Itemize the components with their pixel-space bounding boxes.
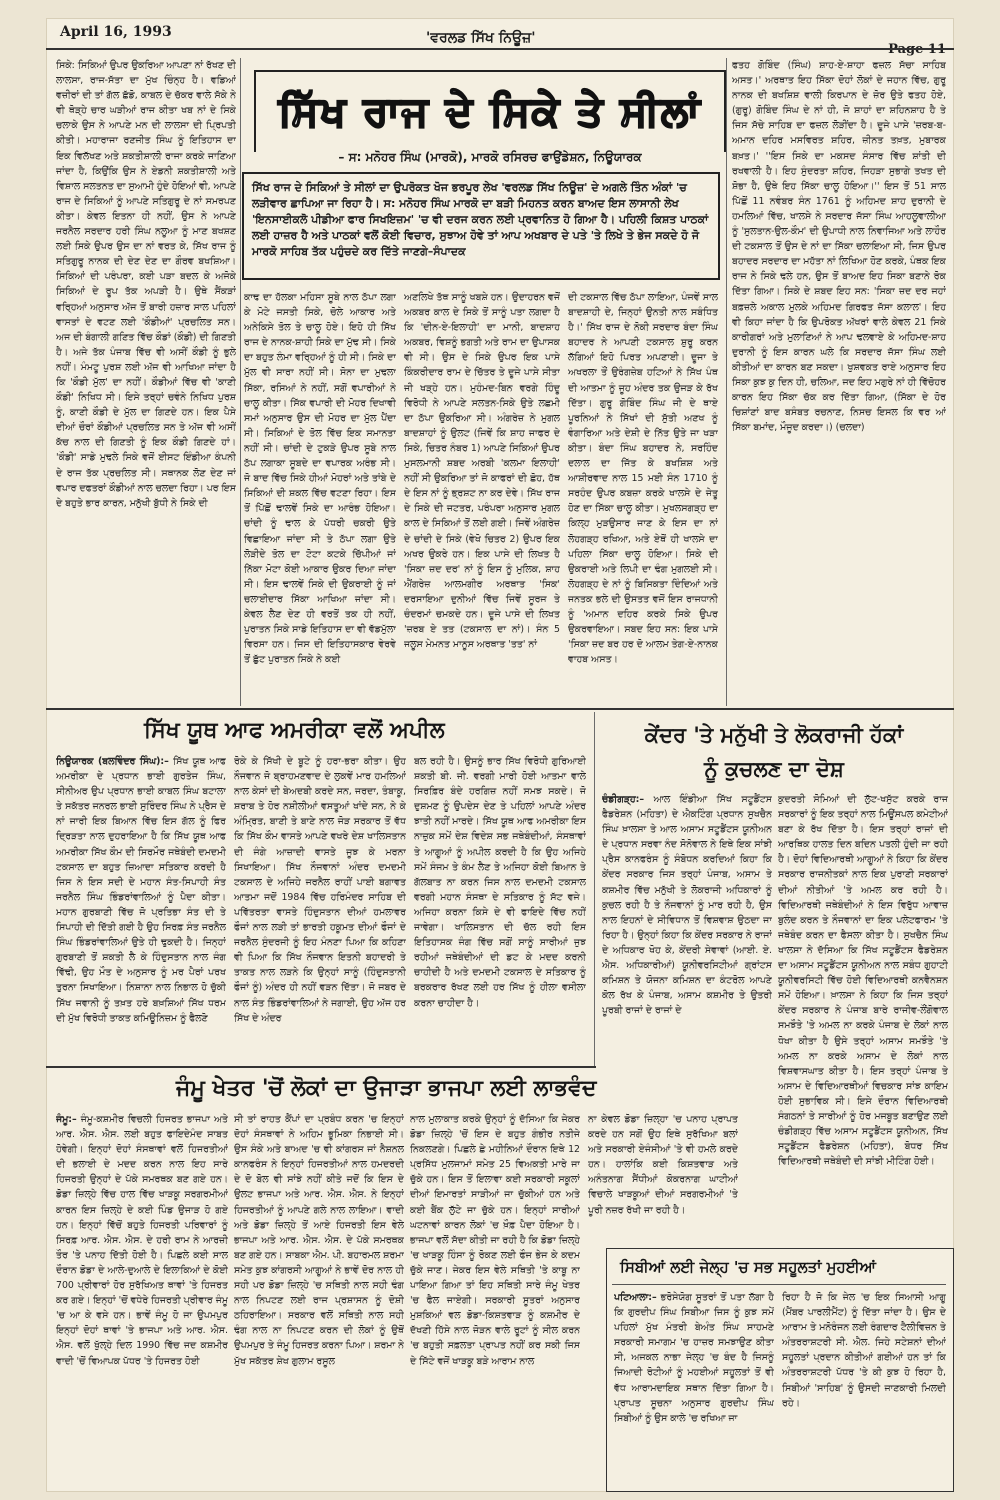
section-rule <box>46 1066 596 1068</box>
appeal-col-2: ਰੋਕੇ ਕੇ ਸਿੱਖੀ ਦੇ ਬੂਟੇ ਨੂੰ ਹਰਾ-ਭਰਾ ਕੀਤਾ। ਉਹ ਨੌਜਵਾਨ ਜੋ ਬ੍ਰਾਹਮਣਵਾਦ ਦੇ ਲੁਕਵੇਂ ਮਾਰ ਹਮਲਿਆਂ ਨਾਲ ਕੇਸਾਂ ਦੀ ਬੇਅਦਬੀ ਕਰਦੇ ਸਨ, ਜਰਦਾ, ਤੰਬਾਕੂ, ਸ਼ਰਾਬ ਤੇ ਹੋਰ ਨਸ਼ੀਲੀਆਂ ਵਸਤੂਆਂ ਖਾਂਦੇ ਸਨ, ਨੇ ਕੇ ਅੰਮ੍ਰਿਤ, ਬਾਣੀ ਤੇ ਬਾਣੇ ਨਾਲ ਜੋੜ ਸਰਕਾਰ ਤੋਂ ਵੱਧ ਕਿ ਸਿੱਖ ਕੌਮ ਵਾਸਤੇ ਆਪਣੇ ਵਖਰੇ ਦੇਸ਼ ਖਾਲਿਸਤਾਨ ਦੀ ਜੰਗੇ ਆਜ਼ਾਦੀ ਵਾਸਤੇ ਜੂਝ ਕੇ ਮਰਨਾ ਸਿਖਾਇਆ। ਸਿੱਖ ਨੌਜਵਾਨਾਂ ਅੰਦਰ ਦਮਦਮੀ ਟਕਸਾਲ ਦੇ ਅਜਿਹੇ ਜਰਨੈਲ ਰਾਹੀਂ ਪਾਈ ਬਗਾਵਤ ਆਤਮਾ ਜਦੋਂ 1984 ਵਿੱਚ ਹਰਿਮੰਦਰ ਸਾਹਿਬ ਦੀ ਪਵਿੱਤਰਤਾ ਵਾਸਤੇ ਹਿੰਦੁਸਤਾਨ ਦੀਆਂ ਹਮਲਾਵਰ ਫੌਜਾਂ ਨਾਲ ਲੜੀ ਤਾਂ ਭਾਰਤੀ ਹਕੂਮਤ ਦੀਆਂ ਫੌਜਾਂ ਦੇ ਜਰਨੈਲ ਸੁੰਦਰਜੀ ਨੂੰ ਇਹ ਮੰਨਣਾ ਪਿਆ ਕਿ ਕਹਿਣਾ ਵੀ ਪਿਆ ਕਿ ਸਿੱਖ ਨੌਜਵਾਨ ਇਤਨੀ ਬਹਾਦਰੀ ਤੇ ਤਾਕਤ ਨਾਲ ਲੜਨੇ ਕਿ ਉਨ੍ਹਾਂ ਸਾਨੂੰ (ਹਿੰਦੁਸਤਾਨੀ ਫੌਜਾਂ ਨੂੰ) ਅੰਦਰ ਹੀ ਨਹੀਂ ਵੜਨ ਦਿੱਤਾ। ਜੋ ਜਬਰ ਦੇ ਨਾਲ ਸੰਤ ਭਿੰਡਰਾਂਵਾਲਿਆਂ ਨੇ ਜਗਾਈ, ਉਹ ਅੱਜ ਹਰ ਸਿੱਖ ਦੇ ਅੰਦਰ <box>234 756 406 1024</box>
section-rule <box>46 708 954 710</box>
main-col-4: ਦੀ ਟਕਸਾਲ ਵਿੱਚ ਠੱਪਾ ਲਾਇਆ, ਪੰਜਵੇਂ ਸਾਲ ਬਾਦਸ਼ਾਹੀ ਦੇ, ਜਿਨ੍ਹਾਂ ਉਨਤੀ ਨਾਲ ਸਬੰਧਿਤ ਹੈ।' ਸਿੱਖ ਰਾਜ ਦੇ ਨੋਕੀ ਸਰਦਾਰ ਬੰਦਾ ਸਿੰਘ ਬਹਾਦਰ ਨੇ ਆਪਣੀ ਟਕਸਾਲ ਸ਼ੁਰੂ ਕਰਨ ਲੱਗਿਆਂ ਇਹੋ ਪਿਰਤ ਅਪਣਾਈ। ਦੂਜਾ ਤੇ ਅਖਰਲਾ ਤੌਂ ਉਰੰਗਜ਼ੇਬ ਹਟਿਆਂ ਨੇ ਸਿੱਖ ਪੰਥ ਦੀ ਆਤਮਾ ਨੂੰ ਜੂਹ ਅੰਦਰ ਤਕ ਉਜੜ ਕੇ ਰੱਖ ਦਿੱਤਾ। ਗੁਰੂ ਗੋਬਿੰਦ ਸਿੰਘ ਜੀ ਦੇ ਥਾਏ ਪੂਰਨਿਆਂ ਨੇ ਸਿੱਖਾਂ ਦੀ ਸੁੱਤੀ ਅਣਖ ਨੂੰ ਵੰਗਾਰਿਆ ਅਤੇ ਦੇਸ਼ੀ ਦੇ ਨਿੱਤ ਉਤੇ ਜਾ ਖੜਾ ਕੀਤਾ। ਬੰਦਾ ਸਿੰਘ ਬਹਾਦਰ ਨੇ, ਸਰਹਿੰਦ ਦਲਾਲ ਦਾ ਜਿੱਤ ਕੇ ਬਖਸ਼ਿਸ਼ ਅਤੇ ਆਸ਼ੀਰਵਾਦ ਨਾਲ 15 ਮਈ ਸੰਨ 1710 ਨੂੰ ਸਰਹੰਦ ਉਪਰ ਕਬਜ਼ਾ ਕਰਕੇ ਖਾਲਸੇ ਦੇ ਜੇਤੂ ਹੋਣ ਦਾ ਸਿੱਕਾ ਚਾਲੂ ਕੀਤਾ। ਮੁਖਲਸਗੜ੍ਹ ਦਾ ਕਿਲ੍ਹ ਮੁੜਉਸਾਰ ਜਾਣ ਕੇ ਇਸ ਦਾ ਨਾਂ ਲੋਹਗੜ੍ਹ ਰਖਿਆ, ਅਤੇ ਏਥੋਂ ਹੀ ਖਾਲਸੇ ਦਾ ਪਹਿਲਾ ਸਿੱਕਾ ਚਾਲੂ ਹੋਇਆ। ਸਿਕੇ ਦੀ ਉਕਰਾਈ ਅਤੇ ਲਿਪੀ ਦਾ ਢੰਗ ਮੁਗਲਈ ਸੀ। ਲੋਹਗੜ੍ਹ ਦੇ ਨਾਂ ਨੂੰ ਬਿਸਿਕਤਾ ਦਿੰਦਿਆਂ ਅਤੇ ਜਨਤਕ ਭਲੇ ਦੀ ਉਸਤਤ ਵਜੋਂ ਇਸ ਰਾਜਧਾਨੀ ਨੂੰ 'ਅਮਾਨ ਦਹਿਰ ਕਰਕੇ ਸਿਕੇ ਉਪਰ ਉਕਰਵਾਇਆ। ਸਬਦ ਇਹ ਸਨ: ਇਕ ਪਾਸੇ 'ਸਿਕਾ ਜ਼ਦ ਬਰ ਹਰ ਦੋ ਆਲਮ ਤੇਗ-ਏ-ਨਾਨਕ ਵਾਹਬ ਅਸਤ। <box>568 292 718 666</box>
appeal-col-3: ਬਲ ਰਹੀ ਹੈ। ਉਸਨੂੰ ਭਾਰ ਸਿੱਖ ਵਿਰੋਧੀ ਗੁਰਿਆਈ ਸ਼ਕਤੀ ਬੀ. ਜੀ. ਵਰਗੀ ਮਾਰੀ ਹੋਈ ਆਤਮਾ ਵਾਲੇ ਸਿਰਫ਼ਿਰ ਬੰਦੇ ਹਰਗਿਜ਼ ਨਹੀਂ ਸਮਝ ਸਕਦੇ। ਜੋ ਦੁਸ਼ਮਣ ਨੂੰ ਉਪਦੇਸ ਦੇਣ ਤੇ ਪਹਿਲਾਂ ਆਪਣੇ ਅੰਦਰ ਝਾਤੀ ਨਹੀਂ ਮਾਰਦੇ। ਸਿੱਖ ਯੂਥ ਆਫ ਅਮਰੀਕਾ ਇਸ ਨਾਜ਼ੁਕ ਸਮੇਂ ਦੇਸ਼ ਵਿਦੇਸ਼ ਸਭ ਜਥੇਬੰਦੀਆਂ, ਸੰਸਥਾਵਾਂ ਤੇ ਆਗੂਆਂ ਨੂੰ ਅਪੀਲ ਕਰਦੀ ਹੈ ਕਿ ਉਹ ਅਜਿਹੇ ਸਮੇਂ ਸੰਜਮ ਤੇ ਕੰਮ ਲੈਣ ਤੇ ਅਜਿਹਾ ਕੋਈ ਬਿਆਨ ਤੇ ਗੱਲਬਾਤ ਨਾ ਕਰਨ ਜਿਸ ਨਾਲ ਦਮਦਮੀ ਟਕਸਾਲ ਵਰਗੀ ਮਹਾਨ ਸੰਸਥਾ ਦੇ ਸਤਿਕਾਰ ਨੂੰ ਸੱਟ ਵਜੇ। ਅਜਿਹਾ ਕਰਨਾ ਕਿਸੇ ਦੇ ਵੀ ਫਾਇਦੇ ਵਿੱਚ ਨਹੀਂ ਜਾਵੇਗਾ। ਖਾਲਿਸਤਾਨ ਦੀ ਚੱਲ ਰਹੀ ਇਸ ਇਤਿਹਾਸਕ ਜੰਗ ਵਿੱਚ ਸਗੋਂ ਸਾਨੂੰ ਸਾਰੀਆਂ ਜੁਝ ਰਹੀਆਂ ਜਥੇਬੰਦੀਆਂ ਦੀ ਡਟ ਕੇ ਮਦਦ ਕਰਨੀ ਚਾਹੀਦੀ ਹੈ ਅਤੇ ਦਮਦਮੀ ਟਕਸਾਲ ਦੇ ਸਤਿਕਾਰ ਨੂੰ ਬਰਕਰਾਰ ਰੱਖਣ ਲਈ ਹਰ ਸਿੱਖ ਨੂੰ ਹੀਲਾ ਵਸੀਲਾ ਕਰਨਾ ਚਾਹੀਦਾ ਹੈ। <box>414 756 586 1009</box>
box-rule <box>612 1284 946 1285</box>
appeal-col-1-text: ਸਿੱਖ ਯੂਥ ਆਫ ਅਮਰੀਕਾ ਦੇ ਪ੍ਰਧਾਨ ਭਾਈ ਗੁਰਤੇਜ ਸਿੰਘ, ਸੀਨੀਅਰ ਉਪ ਪ੍ਰਧਾਨ ਭਾਈ ਕਾਬਲ ਸਿੰਘ ਬਟਾਲਾ ਤੇ ਸਕੱਤਰ ਜਨਰਲ ਭਾਈ ਸੁਰਿੰਦਰ ਸਿੰਘ ਨੇ ਪ੍ਰੈਸ ਦੇ ਨਾਂ ਜਾਰੀ ਇਕ ਬਿਆਨ ਵਿੱਚ ਇਸ ਗੱਲ ਨੂੰ ਫਿਰ ਦ੍ਰਿੜਤਾ ਨਾਲ ਦੁਹਰਾਇਆ ਹੈ ਕਿ ਸਿੱਖ ਯੂਥ ਆਫ ਅਮਰੀਕਾ ਸਿੱਖ ਕੌਮ ਦੀ ਸਿਰਮੌਰ ਜਥੇਬੰਦੀ ਦਮਦਮੀ ਟਕਸਾਲ ਦਾ ਬਹੁਤ ਜ਼ਿਆਦਾ ਸਤਿਕਾਰ ਕਰਦੀ ਹੈ ਜਿਸ ਨੇ ਇਸ ਸਦੀ ਦੇ ਮਹਾਨ ਸੰਤ-ਸਿਪਾਹੀ ਸੰਤ ਜਰਨੈਲ ਸਿੰਘ ਭਿੰਡਰਾਂਵਾਲਿਆਂ ਨੂੰ ਪੈਦਾ ਕੀਤਾ। ਮਹਾਨ ਗੁਰਬਾਣੀ ਵਿੱਚ ਜੋ ਪ੍ਰਤਿਭਾ ਸੰਤ ਦੀ ਤੇ ਸਿਪਾਹੀ ਦੀ ਦਿੱਤੀ ਗਈ ਹੈ ਉਹ ਸਿਰਫ਼ ਸੰਤ ਜਰਨੈਲ ਸਿੰਘ ਭਿੰਡਰਾਂਵਾਲਿਆਂ ਉਤੇ ਹੀ ਢੁਕਦੀ ਹੈ। ਜਿਨ੍ਹਾਂ ਗੁਰਬਾਣੀ ਤੋਂ ਸ਼ਕਤੀ ਲੈ ਕੇ ਹਿੰਦੁਸਤਾਨ ਨਾਲ ਜੰਗ ਵਿੱਢੀ, ਉਹ ਮੌਤ ਦੇ ਅਨੁਸਾਰ ਨੂੰ ਮਰ ਪੈਰਾਂ ਪਰਖ ਤੁਰਨਾ ਸਿਖਾਇਆ। ਨਿਸ਼ਾਨਾ ਨਾਲ ਨਿਭਾਲ ਹੋ ਚੁੱਕੀ ਸਿੱਖ ਜਵਾਨੀ ਨੂੰ ਤਖ਼ਤ ਹਰੇ ਬਖ਼ਸ਼ਿਆਂ ਸਿੱਖ ਧਰਮ ਦੀ ਮੁੱਖ ਵਿਰੋਧੀ ਤਾਕਤ ਕਮਿਊਨਿਜ਼ਮ ਨੂੰ ਫੈਲਣੋ <box>56 756 226 1024</box>
jail-col-1-text: ਭਰੋਸੇਯੋਗ ਸੂਤਰਾਂ ਤੋਂ ਪਤਾ ਲੱਗਾ ਹੈ ਕਿ ਗੁਰਦੀਪ ਸਿੰਘ ਸਿਬੀਆ ਜਿਸ ਨੂੰ ਕੁਝ ਸਮੇਂ ਪਹਿਲਾਂ ਮੁੱਖ ਮੰਤਰੀ ਬੇਅੰਤ ਸਿੰਘ ਸਾਹਮਣੇ ਸਰਕਾਰੀ ਸਮਾਗਮ 'ਚ ਹਾਜ਼ਰ ਸਮਝਾਉਣ ਕੀਤਾ ਸੀ, ਅਜਕਲ ਨਾਭਾ ਜੇਲ੍ਹ 'ਚ ਬੰਦ ਹੈ ਜਿਸਨੂੰ ਜਿਆਦੀ ਰੋਟੀਆਂ ਨੂੰ ਮਹਈਆਂ ਸਹੂਲਤਾਂ ਤੋਂ ਵੀ ਵੱਧ ਆਰਾਮਦਾਇਕ ਸਥਾਨ ਦਿੱਤਾ ਗਿਆ ਹੈ। ਪ੍ਰਾਪਤ ਸੂਚਨਾ ਅਨੁਸਾਰ ਗੁਰਦੀਪ ਸਿੰਘ ਸਿਬੀਆਂ ਨੂੰ ਉਸ ਕਾਲੇ 'ਚ ਰਖਿਆ ਜਾ <box>614 1292 774 1424</box>
header-rule <box>46 48 954 50</box>
main-intro-box: ਸਿੱਖ ਰਾਜ ਦੇ ਸਿਕਿਆਂ ਤੇ ਸੀਲਾਂ ਦਾ ਉਪਰੋਕਤ ਖੋਜ ਭਰਪੂਰ ਲੇਖ 'ਵਰਲਡ ਸਿੱਖ ਨਿਊਜ਼' ਦੇ ਅਗਲੇ ਤਿੰਨ ਅੰਕਾਂ 'ਚ ਲੜੀਵਾਰ ਛਾਪਿਆ ਜਾ ਰਿਹਾ ਹੈ। ਸ: ਮਨੋਹਰ ਸਿੰਘ ਮਾਰਕੋ ਦਾ ਬੜੀ ਮਿਹਨਤ ਕਰਨ ਬਾਅਦ ਇਸ ਲਾਸਾਨੀ ਲੇਖ 'ਇਨਸਾਈਕਲੋ ਪੀਡੀਆ ਫਾਰ ਸਿਖਇਜ਼ਮ' 'ਚ ਵੀ ਦਰਜ ਕਰਨ ਲਈ ਪ੍ਰਵਾਨਿਤ ਹੋ ਗਿਆ ਹੈ। ਪਹਿਲੀ ਕਿਸ਼ਤ ਪਾਠਕਾਂ ਲਈ ਹਾਜ਼ਰ ਹੈ ਅਤੇ ਪਾਠਕਾਂ ਵਲੋਂ ਕੋਈ ਵਿਚਾਰ, ਸੁਝਾਅ ਹੋਵੇ ਤਾਂ ਆਪ ਅਖਬਾਰ ਦੇ ਪਤੇ 'ਤੇ ਲਿਖੇ ਤੇ ਭੇਜ ਸਕਦੇ ਹੋ ਜੋ ਮਾਰਕੋ ਸਾਹਿਬ ਤੱਕ ਪਹੁੰਚਦੇ ਕਰ ਦਿੱਤੇ ਜਾਣਗੇ–ਸੰਪਾਦਕ <box>242 172 720 280</box>
main-col-5: ਫਤਹ ਗੋਬਿੰਦ (ਸਿੰਘ) ਸ਼ਾਹ-ਏ-ਸ਼ਾਹਾ ਫਜ਼ਲ ਸੱਚਾ ਸਾਹਿਬ ਅਸਤ।' ਅਰਥਾਤ ਇਹ ਸਿੱਕਾ ਦੋਹਾਂ ਲੋਕਾਂ ਦੇ ਜਹਾਨ ਵਿੱਚ, ਗੁਰੂ ਨਾਨਕ ਦੀ ਬਖਸ਼ਿਸ਼ ਵਾਲੀ ਕਿਰਪਾਨ ਦੇ ਜ਼ੋਰ ਉਤੇ ਫਤਹ ਹੋਏ, (ਗੁਰੂ) ਗੋਬਿੰਦ ਸਿੰਘ ਦੇ ਨਾਂ ਹੀ, ਜੋ ਸ਼ਾਹਾਂ ਦਾ ਸ਼ਹਿਨਸ਼ਾਹ ਹੈ ਤੇ ਜਿਸ ਸੱਚੇ ਸਾਹਿਬ ਦਾ ਫਜ਼ਲ ਲੋੜੀਂਦਾ ਹੈ। ਦੂਜੇ ਪਾਸੇ 'ਜ਼ਰਬ-ਬ-ਅਮਾਨ ਦਹਿਰ ਮਸਵਿਰਤ ਸ਼ਹਿਰ, ਜ਼ੀਨਤ ਤਖ਼ਤ, ਮੁਬਾਰਕ ਬਖ਼ਤ।' ''ਇਸ ਸਿਕੇ ਦਾ ਮਕਸਦ ਸੰਸਾਰ ਵਿੱਚ ਸ਼ਾਂਤੀ ਦੀ ਰਖਵਾਲੀ ਹੈ। ਇਹ ਸੁੰਦਰਤਾ ਸ਼ਹਿਰ, ਜਿਹੜਾ ਸੁਭਾਗੇ ਤਖਤ ਦੀ ਸ਼ੋਭਾ ਹੈ, ਉਥੇ ਇਹ ਸਿੱਕਾ ਚਾਲੂ ਹੋਇਆ।'' ਇਸ ਤੋਂ 51 ਸਾਲ ਪਿੱਛੋਂ 11 ਨਵੰਬਰ ਸੰਨ 1761 ਨੂੰ ਅਹਿਮਦ ਸ਼ਾਹ ਦੁਰਾਨੀ ਦੇ ਹਮਲਿਆਂ ਵਿੱਚ, ਖਾਲਸੇ ਨੇ ਸਰਦਾਰ ਜੱਸਾ ਸਿੰਘ ਆਹਲੂਵਾਲੀਆ ਨੂੰ 'ਸੁਲਤਾਨ-ਉਲ-ਕੌਮ' ਦੀ ਉਪਾਧੀ ਨਾਲ ਨਿਵਾਜਿਆ ਅਤੇ ਲਾਹੌਰ ਦੀ ਟਕਸਾਲ ਤੋਂ ਉਸ ਦੇ ਨਾਂ ਦਾ ਸਿੱਕਾ ਚਲਾਇਆ ਸੀ, ਜਿਸ ਉਪਰ ਬਹਾਦਰ ਸਰਦਾਰ ਦਾ ਮਹੱਤਾ ਨਾਂ ਲਿਖਿਆ ਹੋਣ ਕਰਕੇ, ਪੰਥਕ ਇਕ ਰਾਜ ਨੇ ਸਿਕੇ ਢਲੇ ਹਨ, ਉਸ ਤੋਂ ਬਾਅਦ ਇਹ ਸਿਕਾ ਬਣਾਨੇ ਰੋਕ ਦਿੱਤਾ ਗਿਆ। ਸਿਕੇ ਦੇ ਸ਼ਬਦ ਇਹ ਸਨ: 'ਸਿਕਾ ਜ਼ਦ ਦਰ ਜਹਾਂ ਬਫ਼ਜ਼ਲੇ ਅਕਾਲ ਮੁਲਕੇ ਅਹਿਮਦ ਗਿਰਫਤ ਜੱਸਾ ਕਲਾਲ'। ਇਹ ਵੀ ਕਿਹਾ ਜਾਂਦਾ ਹੈ ਕਿ ਉਪਰੋਕਤ ਅੱਖਰਾਂ ਵਾਲੇ ਕੇਵਲ 21 ਸਿਕੇ ਕਾਰੀਗਰਾਂ ਅਤੇ ਮੁਲਾਣਿਆਂ ਨੇ ਆਪ ਢਲਵਾਏ ਕੇ ਅਹਿਮਦ-ਸ਼ਾਹ ਦੁਰਾਨੀ ਨੂੰ ਇਸ ਕਾਰਨ ਘਲੇ ਕਿ ਸਰਦਾਰ ਜੱਸਾ ਸਿੰਘ ਲਈ ਕੀਤੀਆਂ ਦਾ ਕਾਰਨ ਬਣ ਸਕਦਾ। ਖੁਸ਼ਵਕਤ ਰਾਏ ਅਨੁਸਾਰ ਇਹ ਸਿਕਾ ਕੁਝ ਕੁ ਦਿਨ ਹੀ, ਚਲਿਆ, ਜਦ ਇਹ ਮਗੁਰੇ ਨਾਂ ਹੀ ਵਿੱਚੋਹਰ ਕਾਰਨ ਇਹ ਸਿੱਕਾ ਚੱਕ ਕਰ ਦਿੱਤਾ ਗਿਆ, (ਸਿੱਕਾ ਦੇ ਹੋਰ ਚਿਸ਼ਾਂਣਾਂ ਬਾਦ ਬਸੰਬਤ ਰਚਨਾਣ, ਨਿਸਚ ਇਸਲ ਕਿ ਵਰ ਆਂ ਸਿੱਕਾ ਬਮਾਂਦ, ਮੌਜੂਦ ਕਰਦਾ।) (ਚਲਦਾ) <box>732 60 946 434</box>
main-byline: – ਸ: ਮਨੋਹਰ ਸਿੰਘ (ਮਾਰਕੋ), ਮਾਰਕੋ ਰਸਿਰਚ ਫਾਉਂਡੇਸ਼ਨ, ਨਿਊਯਾਰਕ <box>338 150 642 164</box>
jammu-col-2: ਸੀ ਤਾਂ ਰਾਹਤ ਕੈਂਪਾਂ ਦਾ ਪ੍ਰਬੰਧ ਕਰਨ 'ਚ ਇਨ੍ਹਾਂ ਦੋਹਾਂ ਸੰਸਥਾਵਾਂ ਨੇ ਅਹਿਮ ਭੂਮਿਕਾ ਨਿਭਾਈ ਸੀ। ਉਸ ਸੰਕੇ ਅਤੇ ਬਾਅਦ 'ਚ ਵੀ ਕਾਂਗਰਸ ਜਾਂ ਨੈਸ਼ਨਲ ਕਾਨਫਰੰਸ ਨੇ ਇਨ੍ਹਾਂ ਹਿਜਰਤੀਆਂ ਨਾਲ ਹਮਦਰਦੀ ਦੇ ਦੋ ਬੋਲ ਵੀ ਸਾਂਝੇ ਨਹੀਂ ਕੀਤੇ ਜਦੋਂ ਕਿ ਇਸ ਦੇ ਉਲਟ ਭਾਜਪਾ ਅਤੇ ਆਰ. ਐਸ. ਐਸ. ਨੇ ਇਨ੍ਹਾਂ ਹਿਜਰਤੀਆਂ ਨੂੰ ਆਪਣੇ ਗਲੇ ਨਾਲ ਲਾਇਆ। ਵਾਦੀ ਅਤੇ ਡੋਡਾ ਜ਼ਿਲ੍ਹੇ ਤੋਂ ਆਏ ਹਿਜਰਤੀ ਇਸ ਵੇਲੇ ਭਾਜਪਾ ਅਤੇ ਆਰ. ਐਸ. ਐਸ. ਦੇ ਪੱਕੇ ਸਮਰਥਕ ਬਣ ਗਏ ਹਨ। ਸਾਬਕਾ ਐਮ. ਪੀ. ਬਹਾਰਮਲ ਸ਼ਰਮਾ ਸਮੇਤ ਕੁਝ ਕਾਂਗਰਸੀ ਆਗੂਆਂ ਨੇ ਭਾਵੇਂ ਦੋਰ ਨਾਲ ਹੀ ਸਹੀ ਪਰ ਡੋਡਾ ਜ਼ਿਲ੍ਹੇ 'ਚ ਸਥਿਤੀ ਨਾਲ ਸਹੀ ਢੰਗ ਨਾਲ ਨਿਪਟਣ ਲਈ ਰਾਜ ਪ੍ਰਸ਼ਾਸਨ ਨੂੰ ਦੋਸ਼ੀ ਠਹਿਰਾਇਆ। ਸਰਕਾਰ ਵਲੋਂ ਸਥਿਤੀ ਨਾਲ ਸਹੀ ਢੰਗ ਨਾਲ ਨਾ ਨਿਪਟਣ ਕਰਨ ਦੀ ਲੋਕਾਂ ਨੂੰ ਉਥੋਂ ਉਪਮਪੁਰ ਤੇ ਜੰਮੂ ਹਿਜਰਤ ਕਰਨਾ ਪਿਆ। ਸ਼ਰਮਾ ਨੇ ਮੁੱਖ ਸਕੱਤਰ ਸ਼ੇਖ ਗੁਲਾਮ ਰਸੂਲ <box>234 1114 404 1367</box>
kender-headline-line-1: ਕੇਂਦਰ 'ਤੇ ਮਨੁੱਖੀ ਤੇ ਲੋਕਰਾਜੀ ਹੱਕਾਂ <box>644 723 904 747</box>
main-col-1: ਸਿਕੇ: ਸਿਕਿਆਂ ਉਪਰ ਉਕਰਿਆ ਆਪਣਾ ਨਾਂ ਰੱਖਣ ਦੀ ਲਾਲਸਾ, ਰਾਜ-ਸੱਤਾ ਦਾ ਮੁੱਖ ਚਿੰਨ੍ਹ ਹੈ। ਵਡਿਆਂ ਵਜ਼ੀਰਾਂ ਦੀ ਤਾਂ ਗੱਲ ਛੱਡੋ, ਕਾਬਲ ਦੇ ਚੱਕਰ ਵਾਲੇ ਸੱਕੇ ਨੇ ਵੀ ਥੋੜ੍ਹੇ ਚਾਰ ਘੜੀਆਂ ਰਾਜ ਕੀਤਾ ਖਬ ਨਾਂ ਦੇ ਸਿਕੇ ਚਲਾਕੇ ਉਸ ਨੇ ਆਪਣੇ ਮਨ ਦੀ ਲਾਲਸਾ ਦੀ ਪ੍ਰਿਪਤੀ ਕੀਤੀ। ਮਹਾਰਾਜਾ ਰਣਜੀਤ ਸਿੰਘ ਨੂੰ ਇਤਿਹਾਸ ਦਾ ਇਕ ਵਿਲੱਖਣ ਅਤੇ ਸ਼ਕਤੀਸ਼ਾਲੀ ਰਾਜਾ ਕਰਕੇ ਜਾਣਿਆ ਜਾਂਦਾ ਹੈ, ਕਿਉਂਕਿ ਉਸ ਨੇ ਏਡਨੀ ਸ਼ਕਤੀਸ਼ਾਲੀ ਅਤੇ ਵਿਸ਼ਾਲ ਸਲਤਨਤ ਦਾ ਸੁਆਮੀ ਹੁੰਦੇ ਹੋਇਆਂ ਵੀ, ਆਪਣੇ ਰਾਜ ਦੇ ਸਿਕਿਆਂ ਨੂੰ ਆਪਣੇ ਸਤਿਗੁਰੂ ਦੇ ਨਾਂ ਸਮਰਪਣ ਕੀਤਾ। ਕੇਵਲ ਇਤਨਾ ਹੀ ਨਹੀਂ, ਉਸ ਨੇ ਆਪਣੇ ਜਰਨੈਲ ਸਰਦਾਰ ਹਰੀ ਸਿੰਘ ਨਲੂਆ ਨੂੰ ਮਾਣ ਬਖਸ਼ਣ ਲਈ ਸਿਕੇ ਉਪਰ ਉਸ ਦਾ ਨਾਂ ਵਰਤ ਕੇ, ਸਿੱਖ ਰਾਜ ਨੂੰ ਸਤਿਗੁਰੂ ਨਾਨਕ ਦੀ ਦੇਣ ਦੇਣ ਦਾ ਗੌਰਵ ਬਖਸ਼ਿਆ। ਸਿਕਿਆਂ ਦੀ ਪਰੰਪਰਾ, ਕਈ ਪੜਾ ਬਦਲ ਕੇ ਅਜੋਕੇ ਸਿਕਿਆਂ ਦੇ ਰੂਪ ਤੱਕ ਅਪੜੀ ਹੈ। ਉਥੇ ਸੈਂਕੜਾਂ ਵਰ੍ਹਿਆਂ ਅਨੁਸਾਰ ਅੱਜ ਤੋਂ ਬਾਰੀ ਹਜ਼ਾਰ ਸਾਲ ਪਹਿਲਾਂ ਵਾਸਤਾਂ ਦੇ ਵਟਣ ਲਈ 'ਕੌਡੀਆਂ' ਪ੍ਰਚਲਿਤ ਸਨ। ਅਜ ਦੀ ਬੰਗਾਲੀ ਗਣਿਤ ਵਿੱਚ ਕੌਡਾਂ (ਕੌਡੀ) ਦੀ ਗਿਣਤੀ ਹੈ। ਅਜੇ ਤੱਕ ਪੰਜਾਬ ਵਿੱਚ ਵੀ ਅਸੀਂ ਕੌਡੀ ਨੂੰ ਭੁਲੇ ਨਹੀਂ। ਮੰਮਟੂ ਪੁਰਸ਼ ਲਈ ਅੱਜ ਵੀ ਆਖਿਆ ਜਾਂਦਾ ਹੈ ਕਿ 'ਕੌਡੀ ਮੁੱਲ' ਦਾ ਨਹੀਂ। ਕੌਡੀਆਂ ਵਿੱਚ ਵੀ 'ਕਾਣੀ ਕੌਡੀ' ਨਿਖਿਧ ਸੀ। ਇਸੇ ਤਰ੍ਹਾਂ ਚਵੰਨੇ ਨਿਖਿਧ ਪੁਰਸ਼ ਨੂੰ, ਕਾਣੀ ਕੌਡੀ ਦੇ ਮੁੱਲ ਦਾ ਗਿਣਦੇ ਹਨ। ਇਕ ਪੈਸੇ ਦੀਆਂ ਚੌਰਾਂ ਕੌਡੀਆਂ ਪ੍ਰਚਲਿਤ ਸਨ ਤੇ ਅੱਜ ਵੀ ਅਸੀਂ ਕੱਚ ਨਾਲ ਦੀ ਗਿਣਤੀ ਨੂੰ ਇਕ ਕੌਡੀ ਗਿਣਦੇ ਹਾਂ। 'ਕੌਡੀ' ਸਾਡੇ ਮੁਢਲੇ ਸਿਕੇ ਵਜੋਂ ਈਸਟ ਇੰਡੀਆ ਕੰਪਨੀ ਦੇ ਰਾਜ ਤੱਕ ਪ੍ਰਚਲਿਤ ਸੀ। ਸਥਾਨਕ ਲੋਣ ਦੇਣ ਜਾਂ ਵਪਾਰ ਦਫਤਰਾਂ ਕੌਡੀਆਂ ਨਾਲ ਚਲਦਾ ਰਿਹਾ। ਪਰ ਇਸ ਦੇ ਬਹੁਤੇ ਭਾਰ ਕਾਰਨ, ਮਨੁੱਖੀ ਬੁੱਧੀ ਨੇ ਸਿਕੇ ਦੀ <box>56 60 236 509</box>
newspaper-page <box>46 18 954 1492</box>
appeal-col-1 <box>56 754 226 1060</box>
appeal-dateline: ਨਿਊਯਾਰਕ (ਬਲਵਿੰਦਰ ਸਿੰਘ):– <box>56 756 169 767</box>
main-title: ਸਿੱਖ ਰਾਜ ਦੇ ਸਿਕੇ ਤੇ ਸੀਲਾਂ <box>278 89 702 135</box>
kender-headline <box>594 718 954 786</box>
kender-headline-line-2: ਨੂੰ ਕੁਚਲਣ ਦਾ ਦੋਸ਼ <box>704 757 844 781</box>
jammu-col-1 <box>56 1112 228 1486</box>
jail-dateline: ਪਟਿਆਲਾ:– <box>614 1292 657 1303</box>
kender-dateline: ਚੰਡੀਗੜ੍ਹ:– <box>602 794 645 805</box>
jammu-headline: ਜੰਮੂ ਖੇਤਰ 'ਚੋਂ ਲੋਕਾਂ ਦਾ ਉਜਾੜਾ ਭਾਜਪਾ ਲਈ ਲਾਭਵੰਦ <box>176 1076 597 1101</box>
main-col-3: ਅਣਲਿਖੇ ਤੱਥ ਸਾਨੂੰ ਖਬਸ਼ੇ ਹਨ। ਉਦਾਹਰਨ ਵਜੋਂ ਅਕਬਰ ਕਾਲ ਦੇ ਸਿਕੇ ਤੋਂ ਸਾਨੂੰ ਪਤਾ ਲਗਦਾ ਹੈ ਕਿ 'ਦੀਨ-ਏ-ਇਲਾਹੀ' ਦਾ ਮਾਨੀ, ਬਾਦਸ਼ਾਹ ਅਕਬਰ, ਵਿਸ਼ਨੂੰ ਭਗਤੀ ਅਤੇ ਰਾਮ ਦਾ ਉਪਾਸਕ ਵੀ ਸੀ। ਉਸ ਦੇ ਸਿਕੇ ਉਪਰ ਇਕ ਪਾਸੇ ਕਿੰਕਰੀਦਾਰ ਰਾਮ ਦੇ ਚਿੱਤਰ ਤੇ ਦੂਜੇ ਪਾਸੇ ਸੀਤਾ ਜੀ ਖੜ੍ਹੇ ਹਨ। ਮੁਹੰਮਦ-ਬਿਨ ਵਰਗੇ ਹਿੰਦੂ ਵਿਰੋਧੀ ਨੇ ਆਪਣੇ ਸਲਤਨ-ਸਿਕੇ ਉਤੇ ਲਛਮੀ ਦਾ ਠੱਪਾ ਉਕਰਿਆ ਸੀ। ਅੰਗਰੇਜ਼ ਨੇ ਮੁਗਲ ਬਾਦਸ਼ਾਹਾਂ ਨੂੰ ਉਲਟ (ਜਿਵੇਂ ਕਿ ਸ਼ਾਹ ਜਾਫਰ ਦੇ ਸਿਕੇ, ਚਿਤਰ ਨੰਬਰ 1) ਆਪਣੇ ਸਿਕਿਆਂ ਉਪਰ ਮੁਸਲਮਾਨੀ ਸ਼ਬਦ ਅਰਬੀ 'ਕਲਮਾ ਇਲਾਹੀ' ਨਹੀਂ ਸੀ ਉਕਰਿਆ ਤਾਂ ਜੋ ਕਾਫਰਾਂ ਦੀ ਛੋਹ, ਹੱਥ ਦੇ ਇਸ ਨਾਂ ਨੂੰ ਭ੍ਰਸ਼ਟ ਨਾ ਕਰ ਦੇਵੇ। ਸਿੱਖ ਰਾਜ ਦੇ ਸਿਕੇ ਦੀ ਜਟਤਰ, ਪਰੰਪਰਾ ਅਨੁਸਾਰ ਮੁਗਲ ਕਾਲ ਦੇ ਸਿਕਿਆਂ ਤੋਂ ਲਈ ਗਈ। ਜਿਵੇਂ ਅੰਗਰੇਜ਼ ਦੇ ਚਾਂਦੀ ਦੇ ਸਿਕੇ (ਵੇਖੋ ਚਿਤਰ 2) ਉਪਰ ਇਕ ਅਖਰ ਉਕਰੇ ਹਨ। ਇਕ ਪਾਸੇ ਦੀ ਲਿਖਤ ਹੈ 'ਸਿਕਾ ਜ਼ਦ ਦਰ' ਨਾਂ ਨੂੰ ਇਸ ਨੂੰ ਮੁਲਿਕ, ਸ਼ਾਹ ਐਂਗਰੇਜ਼ ਆਲਮਗੀਰ ਅਰਥਾਤ 'ਸਿਕ' ਦਰਸਾਇਆ ਦੁਨੀਆਂ ਵਿੱਚ ਜਿਵੇਂ ਸੂਰਜ ਤੇ ਚੰਦਰਮਾਂ ਚਮਕਦੇ ਹਨ। ਦੂਜੇ ਪਾਸੇ ਦੀ ਲਿਖਤ 'ਜ਼ਰਬ ਏ ਤਤ (ਟਕਸਾਲ ਦਾ ਨਾਂ)। ਸੰਨ 5 ਜਲੂਸ ਮੇਮਨਤ ਮਾਨੂਸ ਅਰਥਾਤ 'ਤਤ' ਨਾਂ <box>404 292 560 651</box>
jammu-col-1-text: ਜੰਮੂ-ਕਸ਼ਮੀਰ ਵਿਚਲੀ ਹਿਜਰਤ ਭਾਜਪਾ ਅਤੇ ਆਰ. ਐਸ. ਐਸ. ਲਈ ਬਹੁਤ ਫਾਇਦੇਮੰਦ ਸਾਬਤ ਹੋਵੇਗੀ। ਇਨ੍ਹਾਂ ਦੋਹਾਂ ਸੰਸਥਾਵਾਂ ਵਲੋਂ ਹਿਜਰਤੀਆਂ ਦੀ ਭਲਾਈ ਦੇ ਮਦਦ ਕਰਨ ਨਾਲ ਇਹ ਸਾਰੇ ਹਿਜਰਤੀ ਉਨ੍ਹਾਂ ਦੇ ਪੱਕੇ ਸਮਰਥਕ ਬਣ ਗਏ ਹਨ। ਡੋਡਾ ਜ਼ਿਲ੍ਹੇ ਵਿੱਚ ਹਾਲ ਵਿੱਚ ਖਾੜਕੂ ਸਰਗਰਮੀਆਂ ਕਾਰਨ ਇਸ ਜ਼ਿਲ੍ਹੇ ਦੇ ਕਈ ਪਿੰਡ ਉਜਾੜ ਹੋ ਗਏ ਹਨ। ਇਨ੍ਹਾਂ ਵਿੱਚੋਂ ਬਹੁਤੇ ਹਿਜਰਤੀ ਪਰਿਵਾਰਾਂ ਨੂੰ ਸਿਰਫ਼ ਆਰ. ਐਸ. ਐਸ. ਦੇ ਹਰੀ ਰਾਮ ਨੇ ਆਰਜ਼ੀ ਤੌਰ 'ਤੇ ਪਨਾਹ ਦਿੱਤੀ ਹੋਈ ਹੈ। ਪਿਛਲੇ ਕਈ ਸਾਲ ਦੌਰਾਨ ਡੋਡਾ ਦੇ ਆਲੇ-ਦੁਆਲੇ ਦੇ ਇਲਾਕਿਆਂ ਦੇ ਕੋਈ 700 ਪ੍ਰੀਵਾਰਾਂ ਹੋਰ ਸੁਰੱਖਿਅਤ ਥਾਵਾਂ 'ਤੇ ਹਿਜਰਤ ਕਰ ਗਏ। ਇਨ੍ਹਾਂ 'ਚੋਂ ਵਧੇਰੇ ਹਿਜਰਤੀ ਪ੍ਰੀਵਾਰ ਜੰਮੂ 'ਚ ਆ ਕੇ ਵਸੇ ਹਨ। ਭਾਵੇਂ ਜੰਮੂ ਹੋ ਜਾ ਉਪਮਪੁਰ ਇਨ੍ਹਾਂ ਦੋਹਾਂ ਥਾਵਾਂ 'ਤੇ ਭਾਜਪਾ ਅਤੇ ਆਰ. ਐਸ. ਐਸ. ਵਲੋਂ ਖੁੱਲ੍ਹੇ ਦਿਲ 1990 ਵਿੱਚ ਜਦ ਕਸ਼ਮੀਰ ਵਾਦੀ 'ਚੋਂ ਵਿਆਪਕ ਪੱਧਰ 'ਤੇ ਹਿਜਰਤ ਹੋਈ <box>56 1114 228 1367</box>
kender-col-1-text: ਆਲ ਇੰਡੀਆ ਸਿੱਖ ਸਟੂਡੈਂਟਸ ਫੈਡਰੇਸ਼ਨ (ਮਹਿਤਾ) ਦੇ ਐਕਟਿੰਗ ਪ੍ਰਧਾਨ ਸੁਖਚੈਨ ਸਿੰਘ ਖ਼ਾਲਸਾ ਤੇ ਆਲ ਅਸਾਮ ਸਟੂਡੈਂਟਸ ਯੂਨੀਅਨ ਦੇ ਪ੍ਰਧਾਨ ਸਰਵਾ ਨੰਦ ਸੋਨੋਵਾਲ ਨੇ ਇਥੇ ਇਕ ਸਾਂਝੀ ਪ੍ਰੈਸ ਕਾਨਫਰੰਸ ਨੂੰ ਸੰਬੋਧਨ ਕਰਦਿਆਂ ਕਿਹਾ ਕਿ ਕੇਂਦਰ ਸਰਕਾਰ ਜਿਸ ਤਰ੍ਹਾਂ ਪੰਜਾਬ, ਅਸਾਮ ਤੇ ਕਸ਼ਮੀਰ ਵਿੱਚ ਮਨੁੱਖੀ ਤੇ ਲੋਕਰਾਜੀ ਅਧਿਕਾਰਾਂ ਨੂੰ ਕੁਚਲ ਰਹੀ ਹੈ ਤੇ ਨੌਜਵਾਨਾਂ ਨੂੰ ਮਾਰ ਰਹੀ ਹੈ, ਉਸ ਨਾਲ ਇਹਨਾਂ ਦੇ ਸੀਵਿਧਾਨ ਤੋਂ ਵਿਸ਼ਵਾਸ਼ ਉਠਦਾ ਜਾ ਰਿਹਾ ਹੈ। ਉਨ੍ਹਾਂ ਕਿਹਾ ਕਿ ਕੇਂਦਰ ਸਰਕਾਰ ਨੇ ਰਾਜਾਂ ਦੇ ਅਧਿਕਾਰ ਖੋਹ ਕੇ, ਕੇਂਦਰੀ ਸੇਵਾਵਾਂ (ਆਈ. ਏ. ਐਸ. ਅਧਿਕਾਰੀਆਂ) ਯੂਨੀਵਰਸਿਟੀਆਂ ਗ੍ਰਾਂਟਸ ਕਮਿਸ਼ਨ ਤੇ ਯੋਜਨਾ ਕਮਿਸ਼ਨ ਦਾ ਕੰਟਰੋਲ ਆਪਣੇ ਕੋਲ ਰੱਖ ਕੇ ਪੰਜਾਬ, ਅਸਾਮ ਕਸ਼ਮੀਰ ਤੇ ਉਤਰੀ ਪੂਰਬੀ ਰਾਜਾਂ ਦੇ ਰਾਜਾਂ ਦੇ <box>602 794 772 1017</box>
column-divider <box>726 58 727 706</box>
jammu-col-4: ਨਾ ਕੇਵਲ ਡੋਡਾ ਜ਼ਿਲ੍ਹਾ 'ਚ ਪਨਾਹ ਪ੍ਰਾਪਤ ਕਰਦੇ ਹਨ ਸਗੋਂ ਉਹ ਇਥੇ ਸੁਰੱਖਿਆ ਬਲਾਂ ਅਤੇ ਸਰਕਾਰੀ ਏਜੰਸੀਆਂ 'ਤੇ ਵੀ ਹਮਲੇ ਕਰਦੇ ਹਨ। ਹਾਲਾਂਕਿ ਕਈ ਕਿਸ਼ਤਵਾੜ ਅਤੇ ਅਨੰਤਨਾਗ ਸੈਂਧੀਆਂ ਕੋਕਰਨਾਗ ਘਾਟੀਆਂ ਵਿਚਾਲੇ ਖਾੜਕੂਆਂ ਦੀਆਂ ਸਰਗਰਮੀਆਂ 'ਤੇ ਪੂਰੀ ਨਜ਼ਰ ਰੱਖੀ ਜਾ ਰਹੀ ਹੈ। <box>588 1114 738 1216</box>
newspaper-name: 'ਵਰਲਡ ਸਿੱਖ ਨਿਊਜ਼' <box>426 30 536 46</box>
main-title-box <box>254 70 726 152</box>
jail-headline: ਸਿਬੀਆਂ ਲਈ ਜੇਲ੍ਹ 'ਚ ਸਭ ਸਹੂਲਤਾਂ ਮੁਹਈਆਂ <box>620 1258 877 1276</box>
appeal-headline: ਸਿੱਖ ਯੂਥ ਆਫ ਅਮਰੀਕਾ ਵਲੋਂ ਅਪੀਲ <box>144 718 445 743</box>
column-divider <box>240 58 241 706</box>
jammu-col-3: ਨਾਲ ਮੁਲਾਕਾਤ ਕਰਕੇ ਉਨ੍ਹਾਂ ਨੂੰ ਦੱਸਿਆ ਕਿ ਜੇਕਰ ਡੋਡਾ ਜ਼ਿਲ੍ਹੇ 'ਚੋਂ ਇਸ ਦੇ ਬਹੁਤ ਗੰਭੀਰ ਨਤੀਜੇ ਨਿਕਲਣਗੇ। ਪਿਛਲੇ ਛੇ ਮਹੀਨਿਆਂ ਦੌਰਾਨ ਇਥੇ 12 ਪ੍ਰਸਿੱਧ ਮੁਲਜਾਮਾਂ ਸਮੇਤ 25 ਵਿਅਕਤੀ ਮਾਰੇ ਜਾ ਚੁੱਕੇ ਹਨ। ਇਸ ਤੋਂ ਇਲਾਵਾ ਕਈ ਸਰਕਾਰੀ ਸਕੂਲਾਂ ਦੀਆਂ ਇਮਾਰਤਾਂ ਸਾੜੀਆਂ ਜਾ ਚੁੱਕੀਆਂ ਹਨ ਅਤੇ ਕਈ ਬੈਂਕ ਲੁੱਟੇ ਜਾ ਚੁੱਕੇ ਹਨ। ਇਨ੍ਹਾਂ ਸਾਰੀਆਂ ਘਟਨਾਵਾਂ ਕਾਰਨ ਲੋਕਾਂ 'ਚ ਖ਼ੌਫ਼ ਪੈਦਾ ਹੋਇਆ ਹੈ। ਭਾਜਪਾ ਵਲੋਂ ਸੱਦਾ ਕੀਤੀ ਜਾ ਰਹੀ ਹੈ ਕਿ ਡੋਡਾ ਜ਼ਿਲ੍ਹੇ 'ਚ ਖਾੜਕੂ ਹਿੰਸਾ ਨੂੰ ਰੋਕਣ ਲਈ ਫੌਜ ਭੇਜ ਕੇ ਕਦਮ ਚੁੱਕੇ ਜਾਣ। ਜੇਕਰ ਇਸ ਵੇਲੇ ਸਥਿਤੀ 'ਤੇ ਕਾਬੂ ਨਾ ਪਾਇਆ ਗਿਆ ਤਾਂ ਇਹ ਸਥਿਤੀ ਸਾਰੇ ਜੰਮੂ ਖੇਤਰ 'ਚ ਫੈਲ ਜਾਏਗੀ। ਸਰਕਾਰੀ ਸੂਤਰਾਂ ਅਨੁਸਾਰ ਮੁਸ਼ਕਿਆਂ ਵਲ ਡੋਡਾ-ਕਿਸ਼ਤਵਾੜ ਨੂੰ ਕਸ਼ਮੀਰ ਦੇ ਦੱਖਣੀ ਹਿੱਸੇ ਨਾਲ ਜੋੜਨ ਵਾਲੇ ਰੂਟਾਂ ਨੂੰ ਸੀਲ ਕਰਨ 'ਚ ਬਹੁਤੀ ਸਫ਼ਲਤਾ ਪ੍ਰਾਪਤ ਨਹੀਂ ਕਰ ਸਕੀ ਜਿਸ ਦੇ ਸਿੱਟੇ ਵਜੋਂ ਖਾੜਕੂ ਬੜੇ ਆਰਾਮ ਨਾਲ <box>410 1114 580 1367</box>
kender-col-2: ਕੁਦਰਤੀ ਸੋਮਿਆਂ ਦੀ ਲੁੱਟ-ਖਸੁੱਟ ਕਰਕੇ ਰਾਜ ਸਰਕਾਰਾਂ ਨੂੰ ਇਕ ਤਰ੍ਹਾਂ ਨਾਲ ਮਿਊਂਸਪਲ ਕਮੇਟੀਆਂ ਬਣਾ ਕੇ ਰੱਖ ਦਿੱਤਾ ਹੈ। ਇਸ ਤਰ੍ਹਾਂ ਰਾਜਾਂ ਦੀ ਆਰਥਿਕ ਹਾਲਤ ਦਿਨ ਬਦਿਨ ਪਤਲੀ ਹੁੰਦੀ ਜਾ ਰਹੀ ਹੈ। ਦੋਹਾਂ ਵਿਦਿਆਰਥੀ ਆਗੂਆਂ ਨੇ ਕਿਹਾ ਕਿ ਕੇਂਦਰ ਸਰਕਾਰ ਰਾਜਨੀਤਕਾਂ ਨਾਲ ਇਕ ਪੁਰਾਣੀ ਸਰਕਾਰਾਂ ਦੀਆਂ ਨੀਤੀਆਂ 'ਤੇ ਅਮਲ ਕਰ ਰਹੀ ਹੈ। ਵਿਦਿਆਰਥੀ ਜਥੇਬੰਦੀਆਂ ਨੇ ਇਸ ਵਿਰੁੱਧ ਆਵਾਜ਼ ਬੁਲੰਦ ਕਰਨ ਤੇ ਨੌਜਵਾਨਾਂ ਦਾ ਇਕ ਪਲੇਟਫਾਰਮ 'ਤੇ ਜਥੇਬੰਦ ਕਰਨ ਦਾ ਫੈਸਲਾ ਕੀਤਾ ਹੈ। ਸੁਖਚੈਨ ਸਿੰਘ ਖਾਲਸਾ ਨੇ ਦੱਸਿਆ ਕਿ ਸਿੱਖ ਸਟੂਡੈਂਟਸ ਫੈਡਰੇਸ਼ਨ ਦਾ ਅਸਾਮ ਸਟੂਡੈਂਟਸ ਯੂਨੀਅਨ ਨਾਲ ਸਬੰਧ ਗੁਹਾਟੀ ਯੂਨੀਵਰਸਿਟੀ ਵਿੱਚ ਹੋਈ ਵਿਦਿਆਰਥੀ ਕਨਵੈਨਸ਼ਨ ਸਮੇਂ ਹੋਇਆ। ਖ਼ਾਲਸਾ ਨੇ ਕਿਹਾ ਕਿ ਜਿਸ ਤਰ੍ਹਾਂ ਕੇਂਦਰ ਸਰਕਾਰ ਨੇ ਪੰਜਾਬ ਬਾਰੇ ਰਾਜੀਵ-ਲੌਂਗੋਵਾਲ ਸਮਝੌਤੇ 'ਤੇ ਅਮਲ ਨਾ ਕਰਕੇ ਪੰਜਾਬ ਦੇ ਲੋਕਾਂ ਨਾਲ ਧੋਖਾ ਕੀਤਾ ਹੈ ਉਸੇ ਤਰ੍ਹਾਂ ਅਸਾਮ ਸਮਝੌਤੇ 'ਤੇ ਅਮਲ ਨਾ ਕਰਕੇ ਅਸਾਮ ਦੇ ਲੋਕਾਂ ਨਾਲ ਵਿਸ਼ਵਾਸਘਾਤ ਕੀਤਾ ਹੈ। ਇਸ ਤਰ੍ਹਾਂ ਪੰਜਾਬ ਤੇ ਅਸਾਮ ਦੇ ਵਿਦਿਆਰਥੀਆਂ ਵਿਚਕਾਰ ਸਾਂਝ ਕਾਇਮ ਹੋਈ ਸੁਭਾਵਿਕ ਸੀ। ਇਸੇ ਦੌਰਾਨ ਵਿਦਿਆਰਥੀ ਸੰਗਠਨਾਂ ਤੇ ਸਾਰੀਆਂ ਨੂੰ ਹੋਰ ਮਜਬੂਤ ਬਣਾਉਣ ਲਈ ਚੰਡੀਗੜ੍ਹ ਵਿੱਚ ਅਸਾਮ ਸਟੂਡੈਂਟਸ ਯੂਨੀਅਨ, ਸਿੱਖ ਸਟੂਡੈਂਟਸ ਫੈਡਰੇਸ਼ਨ (ਮਹਿਤਾ), ਬੋਧਰ ਸਿੱਖ ਵਿਦਿਆਰਥੀ ਜਥੇਬੰਦੀ ਦੀ ਸਾਂਝੀ ਮੀਟਿੰਗ ਹੋਈ। <box>778 794 948 1168</box>
issue-date: April 16, 1993 <box>60 24 172 40</box>
jammu-dateline: ਜੰਮੂ:– <box>56 1114 77 1125</box>
jail-col-2: ਰਿਹਾ ਹੈ ਜੋ ਕਿ ਜੇਲ 'ਚ ਇਕ ਸਿਆਸੀ ਆਗੂ (ਮੈਂਬਰ ਪਾਰਲੀਮੈਂਟ) ਨੂੰ ਦਿੱਤਾ ਜਾਂਦਾ ਹੈ। ਉਸ ਦੇ ਆਰਾਮ ਤੇ ਮਨੋਰੰਜਨ ਲਈ ਰੰਗਦਾਰ ਟੈਲੀਵਿਜ਼ਨ ਤੇ ਅੰਤਰਰਾਸ਼ਟਰੀ ਸੀ. ਐਲ. ਜਿਹੇ ਸਟੇਸ਼ਨਾਂ ਦੀਆਂ ਸਹੂਲਤਾਂ ਪ੍ਰਦਾਨ ਕੀਤੀਆਂ ਗਈਆਂ ਹਨ ਤਾਂ ਕਿ ਅੰਤਰਰਾਸ਼ਟਰੀ ਪੱਧਰ 'ਤੇ ਕੀ ਕੁਝ ਹੋ ਰਿਹਾ ਹੈ, ਸਿਬੀਆਂ 'ਸਾਹਿਬ' ਨੂੰ ਉਸਦੀ ਜਾਣਕਾਰੀ ਮਿਲਦੀ ਰਹੇ। <box>782 1292 946 1409</box>
main-col-2: ਕਾਢ ਦਾ ਹੱਲਕਾ ਮਹਿਸਾ ਸੂਬੇ ਨਾਲ ਠੱਪਾ ਲਗਾ ਕੇ ਮੋਟੇ ਜਸਤੀ ਸਿਕੇ, ਚੋਲੇ ਆਕਾਰ ਅਤੇ ਅਨੇਕਿਸੇ ਤੋਲ ਤੇ ਚਾਲੂ ਹੋਏ। ਇਹੋ ਹੀ ਸਿੱਖ ਰਾਜ ਦੇ ਨਾਨਕ-ਸ਼ਾਹੀ ਸਿਕੇ ਦਾ ਮੁੱਢ ਸੀ। ਸਿਕੇ ਦਾ ਬਹੁਤ ਲੰਮਾ ਵਰ੍ਹਿਆਂ ਨੂੰ ਹੀ ਸੀ। ਸਿਕੇ ਦਾ ਮੁੱਲ ਵੀ ਸਾਰਾ ਨਹੀਂ ਸੀ। ਸੋਨਾ ਦਾ ਮੁਢਲਾ ਸਿੱਕਾ, ਰਸਿਆਂ ਨੇ ਨਹੀਂ, ਸਗੋਂ ਵਪਾਰੀਆਂ ਨੇ ਚਾਲੂ ਕੀਤਾ। ਸਿੱਕ ਵਪਾਰੀ ਦੀ ਮੋਹਰ ਦਿਖਾਵੀ ਸਮਾਂ ਅਨੁਸਾਰ ਉਸ ਦੀ ਮੋਹਰ ਦਾ ਮੁੱਲ ਪੈਂਦਾ ਸੀ। ਸਿਕਿਆਂ ਦੇ ਤੋਲ ਵਿੱਚ ਇਕ ਸਮਾਨਤਾ ਨਹੀਂ ਸੀ। ਚਾਂਦੀ ਦੇ ਟੁਕੜੇ ਉਪਰ ਸੂਬੇ ਨਾਲ ਠੱਪ ਲਗਾਕਾ ਸੂਬਦੇ ਦਾ ਵਪਾਰਕ ਅਰੰਭ ਸੀ। ਜੋ ਬਾਦ ਵਿੱਚ ਸਿਕੇ ਹੀਆਂ ਮੋਹਰਾਂ ਅਤੇ ਤਾਂਬੇ ਦੇ ਸਿਕਿਆਂ ਦੀ ਸ਼ਕਲ ਵਿੱਚ ਵਟਣਾ ਰਿਹਾ। ਇਸ ਤੋਂ ਪਿੱਛੋਂ ਢਾਲਵੇਂ ਸਿਕੇ ਦਾ ਆਰੰਭ ਹੋਇਆ। ਚਾਂਦੀ ਨੂੰ ਢਾਲ ਕੇ ਪੱਧਰੀ ਚਕਰੀ ਉਤੇ ਵਿਛਾਇਆ ਜਾਂਦਾ ਸੀ ਤੇ ਠੱਪਾ ਲਗਾ ਉਤੇ ਲੋੜੀਦੇ ਤੋਲ ਦਾ ਟੋਟਾ ਕਟਕੇ ਚਿੱਪੀਆਂ ਜਾਂ ਨਿੱਕਾ ਮੋਟਾ ਕੋਈ ਆਕਾਰ ਉਕਰ ਦਿਆ ਜਾਂਦਾ ਸੀ। ਇਸ ਢਾਲਵੇਂ ਸਿਕੇ ਦੀ ਉਕਰਾਈ ਨੂੰ ਜਾਂ ਚਲਾਈਦਾਰ ਸਿੱਕਾ ਆਖਿਆ ਜਾਂਦਾ ਸੀ। ਕੇਵਲ ਲੈਣ ਦੇਣ ਹੀ ਵਰਤੋਂ ਤਕ ਹੀ ਨਹੀਂ, ਪੁਰਾਤਨ ਸਿਕੇ ਸਾਡੇ ਇਤਿਹਾਸ ਦਾ ਵੀ ਵੱਡਮੁੱਲਾ ਵਿਰਸਾ ਹਨ। ਜਿਸ ਦੀ ਇਤਿਹਾਸਕਾਰ ਵੇਰਵੇ ਤੋਂ ਛੁੱਟ ਪੁਰਾਤਨ ਸਿਕੇ ਨੇ ਕਈ <box>244 292 396 666</box>
jail-col-1 <box>614 1290 774 1486</box>
